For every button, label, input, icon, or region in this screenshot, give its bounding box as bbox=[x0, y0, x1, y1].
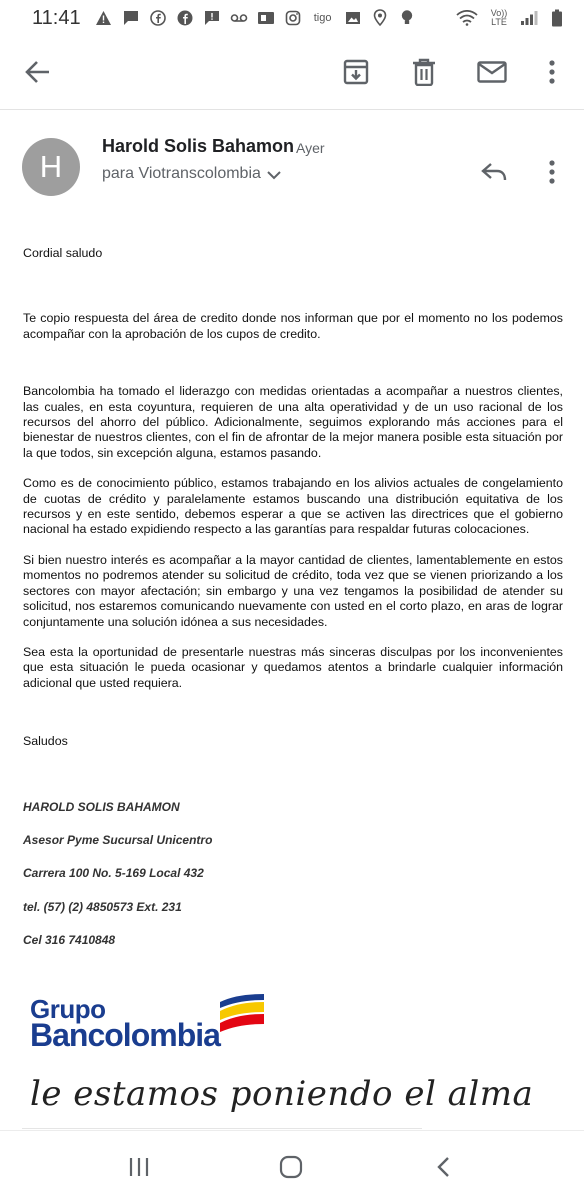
mark-unread-button[interactable] bbox=[466, 46, 518, 98]
system-status bbox=[456, 9, 566, 27]
delete-button[interactable] bbox=[398, 46, 450, 98]
facebook-icon bbox=[149, 9, 167, 27]
system-nav-bar bbox=[0, 1130, 584, 1201]
slogan: le estamos poniendo el alma bbox=[30, 1074, 534, 1114]
flag-icon bbox=[218, 992, 266, 1034]
divider bbox=[22, 1128, 422, 1129]
recent-apps-button[interactable] bbox=[114, 1145, 164, 1189]
body-paragraph: Sea esta la oportunidad de presentarle nuestras más sinceras disculpas por los inconvenientes que esta situación le pueda ocasionar y quedamos atentos a brindarle cualquier información adicional que usted requiera. bbox=[23, 644, 563, 690]
more-vert-icon bbox=[548, 60, 556, 84]
logo-grupo-text: Grupo bbox=[30, 994, 106, 1024]
chat-icon bbox=[122, 9, 140, 27]
reply-button[interactable] bbox=[472, 150, 516, 194]
delete-icon bbox=[412, 58, 436, 86]
image-icon bbox=[344, 9, 362, 27]
mail-icon bbox=[477, 61, 507, 83]
recent-apps-icon bbox=[128, 1157, 150, 1177]
signature-title: Asesor Pyme Sucursal Unicentro bbox=[23, 832, 213, 847]
body-paragraph: Como es de conocimiento público, estamos trabajando en los alivios actuales de congelamiento de cuotas de crédito y paralelamente estamos buscando una distribución equitativa de los recursos y en este sentido, debemos esperar a que se activen las directrices que el gobierno nacional ha estado expidiendo respecto a las garantías para respaldar futuras colocaciones. bbox=[23, 476, 563, 537]
nav-back-button[interactable] bbox=[418, 1145, 468, 1189]
back-arrow-icon bbox=[25, 60, 51, 84]
logo-bancolombia-text: Bancolombia bbox=[30, 1017, 220, 1053]
status-time: 11:41 bbox=[32, 6, 81, 29]
instagram-icon bbox=[284, 9, 302, 27]
archive-icon bbox=[343, 59, 369, 85]
location-icon bbox=[371, 9, 389, 27]
voicemail-icon bbox=[230, 9, 248, 27]
app-bar bbox=[0, 36, 584, 110]
greeting: Cordial saludo bbox=[23, 246, 103, 260]
wifi-icon bbox=[456, 9, 478, 27]
email-body bbox=[23, 246, 563, 949]
message-header bbox=[0, 112, 584, 212]
body-paragraph: Si bien nuestro interés es acompañar a la mayor cantidad de clientes, lamentablemente en estos momentos no podremos atender su solicitud de crédito, toda vez que se vienen priorizando a los sectores con mayor afectación; sin embargo y una vez tengamos la posibilidad de atender su solicitud, nos estaremos comunicando nuevamente con usted en el corto plazo, en aras de lograr conjuntamente una solución idónea a sus necesidades. bbox=[23, 552, 563, 629]
status-bar bbox=[0, 0, 584, 36]
battery-icon bbox=[548, 9, 566, 27]
sim-icon bbox=[257, 9, 275, 27]
notification-icons bbox=[95, 9, 416, 27]
chevron-down-icon[interactable] bbox=[266, 170, 282, 180]
signature-phone: tel. (57) (2) 4850573 Ext. 231 bbox=[23, 899, 182, 914]
signature bbox=[23, 800, 563, 949]
bulb-icon bbox=[398, 9, 416, 27]
network-type-label: Vo)) LTE bbox=[490, 8, 508, 27]
back-button[interactable] bbox=[12, 46, 64, 98]
more-options-button[interactable] bbox=[526, 46, 578, 98]
more-vert-icon bbox=[548, 160, 556, 184]
avatar[interactable]: H bbox=[22, 138, 80, 196]
message-date: Ayer bbox=[296, 140, 325, 156]
home-button[interactable] bbox=[266, 1145, 316, 1189]
recipient-line[interactable]: para Viotranscolombia bbox=[102, 165, 261, 182]
back-icon bbox=[436, 1156, 450, 1178]
message-more-button[interactable] bbox=[530, 150, 574, 194]
signal-icon bbox=[520, 9, 538, 27]
alert-icon bbox=[203, 9, 221, 27]
warning-icon bbox=[95, 9, 113, 27]
tigo-icon: tigo bbox=[313, 12, 332, 24]
signature-address: Carrera 100 No. 5-169 Local 432 bbox=[23, 866, 204, 881]
facebook-icon bbox=[176, 9, 194, 27]
signature-mobile: Cel 316 7410848 bbox=[23, 933, 116, 948]
home-icon bbox=[279, 1155, 303, 1179]
signature-name: HAROLD SOLIS BAHAMON bbox=[23, 799, 180, 814]
body-paragraph: Te copio respuesta del área de credito donde nos informan que por el momento no los podemos acompañar con la aprobación de los cupos de credito. bbox=[23, 311, 563, 341]
archive-button[interactable] bbox=[330, 46, 382, 98]
bancolombia-logo bbox=[30, 992, 270, 1054]
sender-name[interactable]: Harold Solis Bahamon bbox=[102, 136, 295, 156]
reply-icon bbox=[480, 162, 508, 182]
closing: Saludos bbox=[23, 734, 68, 749]
body-paragraph: Bancolombia ha tomado el liderazgo con medidas orientadas a acompañar a nuestros clientes, las cuales, en esta coyuntura, requieren de una alta operatividad y de un uso racional de los recursos del ahorro del público. Adicionalmente, seguimos explorando más acciones para el bienestar de nuestros clientes, con el fin de afrontar de la mejor manera posible esta situación por la que todos, sin excepción alguna, estamos pasando. bbox=[23, 384, 563, 460]
